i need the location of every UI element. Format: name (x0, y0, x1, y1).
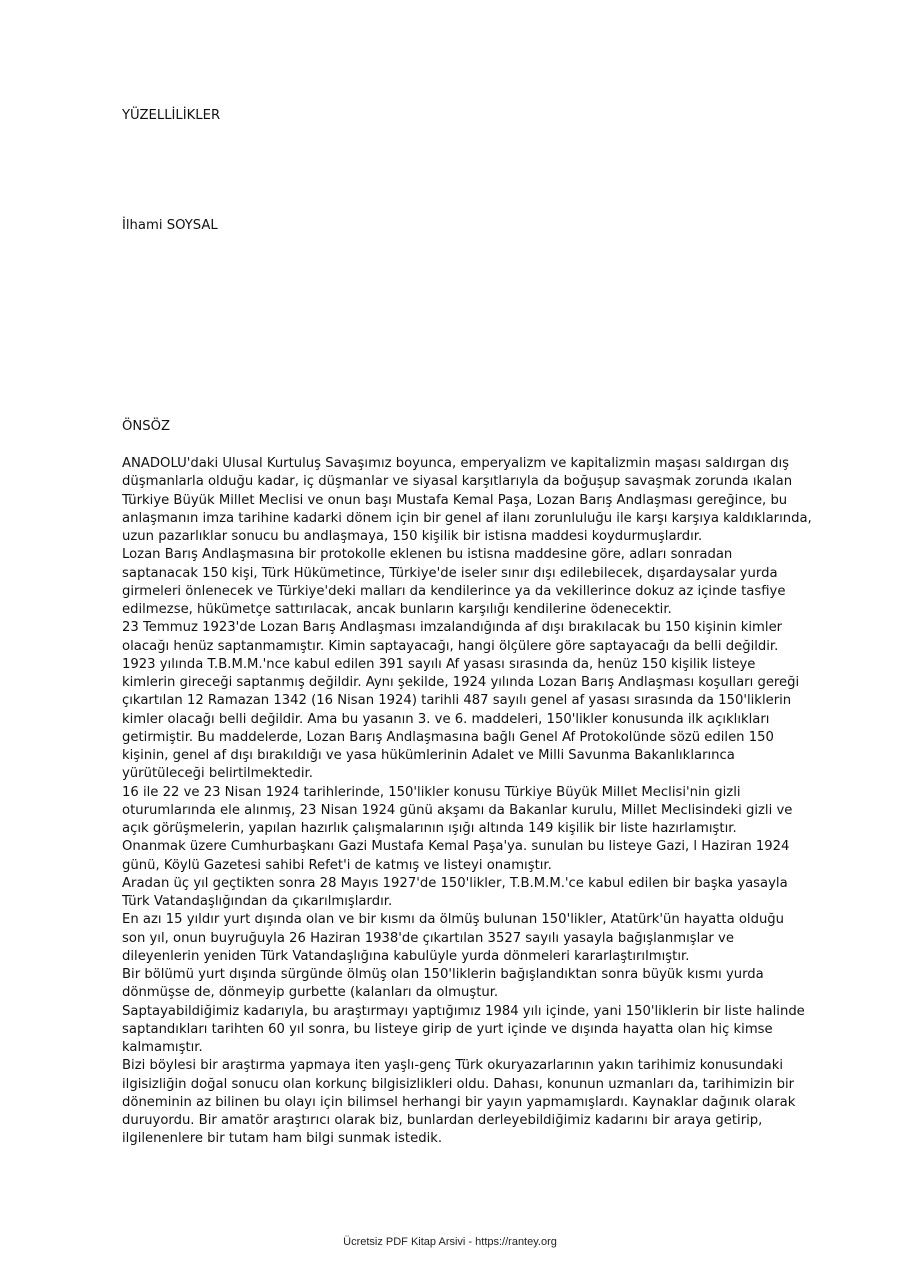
body-line: Bizi böylesi bir araştırma yapmaya iten yaşlı-genç Türk okuryazarlarının yakın tarihimiz konusundaki (122, 1058, 784, 1074)
body-line: son yıl, onun buyruğuyla 26 Haziran 1938'de çıkartılan 3527 sayılı yasayla bağışlanmışlar ve (122, 930, 734, 946)
body-line: ANADOLU'daki Ulusal Kurtuluş Savaşımız boyunca, emperyalizm ve kapitalizmin maşası saldırgan dış (122, 456, 789, 471)
body-line: saptanacak 150 kişi, Türk Hükümetince, Türkiye'de iseler sınır dışı edilebilecek, dışardaysalar yurda (122, 565, 778, 581)
body-line: düşmanlarla olduğu kadar, iç düşmanlar ve siyasal karşıtlarıyla da boğuşup savaşmak zorunda ıkalan (122, 474, 793, 490)
body-line: kimlerin gireceği saptanmış değildir. Aynı şekilde, 1924 yılında Lozan Barış Andlaşması koşulları gereği (122, 675, 800, 690)
body-line: saptandıkları tarihten 60 yıl sonra, bu listeye girip de yurt içinde ve dışında hayatta olan hiç kimse (122, 1021, 773, 1037)
page-footer: Ücretsiz PDF Kitap Arsivi - https://rantey.org (343, 1236, 557, 1248)
body-line: kimler olacağı belli değildir. Ama bu yasanın 3. ve 6. maddeleri, 150'likler konusunda ilk açıklıkları (122, 711, 770, 727)
author-name: İlhami SOYSAL (122, 218, 218, 233)
body-line: oturumlarında ele alınmış, 23 Nisan 1924 günü akşamı da Bakanlar kurulu, Millet Meclisindeki gizli ve (122, 802, 793, 818)
preface-body (122, 455, 812, 1149)
body-line: 23 Temmuz 1923'de Lozan Barış Andlaşması imzalandığında af dışı bırakılacak bu 150 kişinin kimler (122, 620, 783, 636)
body-line: En azı 15 yıldır yurt dışında olan ve bir kısmı da ölmüş bulunan 150'likler, Atatürk'ün hayatta olduğu (122, 912, 785, 928)
body-line: Onanmak üzere Cumhurbaşkanı Gazi Mustafa Kemal Paşa'ya. sunulan bu listeye Gazi, l Haziran 1924 (122, 839, 790, 855)
body-line: çıkartılan 12 Ramazan 1342 (16 Nisan 1924) tarihli 487 sayılı genel af yasası sırasında da 150'liklerin (122, 693, 792, 709)
book-title: YÜZELLİLİKLER (122, 108, 221, 123)
preface-heading: ÖNSÖZ (122, 419, 171, 434)
body-line: duruyordu. Bir amatör araştırıcı olarak biz, bunlardan derleyebildiğimiz kadarını bir araya getirip, (122, 1113, 763, 1128)
body-line: günü, Köylü Gazetesi sahibi Refet'i de katmış ve listeyi onamıştır. (122, 857, 552, 873)
body-line: Lozan Barış Andlaşmasına bir protokolle eklenen bu istisna maddesine göre, adları sonradan (122, 547, 733, 563)
body-line: Türkiye Büyük Millet Meclisi ve onun başı Mustafa Kemal Paşa, Lozan Barış Andlaşması gereğince, bu (122, 492, 788, 508)
body-line: Aradan üç yıl geçtikten sonra 28 Mayıs 1927'de 150'likler, T.B.M.M.'ce kabul edilen bir başka yasayla (122, 875, 788, 891)
body-line: dönmüşse de, dönmeyip gurbette (kalanları da olmuştur. (122, 985, 499, 1001)
body-line: yürütüleceği belirtilmektedir. (122, 766, 313, 782)
body-line: kişinin, genel af dışı bırakıldığı ve yasa hükümlerinin Adalet ve Milli Savunma Bakanlıklarınca (122, 748, 735, 763)
body-line: Türk Vatandaşlığından da çıkarılmışlardır. (122, 894, 393, 909)
body-line: döneminin az bilinen bu olayı için bilimsel herhangi bir yayın yapmamışlardı. Kaynaklar dağınık olarak (122, 1094, 796, 1110)
body-line: olacağı henüz saptanmamıştır. Kimin saptayacağı, hangi ölçülere göre saptayacağı da belli değildir. (122, 638, 779, 654)
body-line: 1923 yılında T.B.M.M.'nce kabul edilen 391 sayılı Af yasası sırasında da, henüz 150 kişilik listeye (122, 656, 756, 672)
body-line: 16 ile 22 ve 23 Nisan 1924 tarihlerinde, 150'likler konusu Türkiye Büyük Millet Meclisi'nin gizli (122, 784, 741, 800)
body-line: açık görüşmelerin, yapılan hazırlık çalışmalarının ışığı altında 149 kişilik bir liste hazırlamıştır. (122, 821, 737, 836)
body-line: girmeleri önlenecek ve Türkiye'deki malları da kendilerince ya da vekillerince dokuz az içinde tasfiye (122, 583, 786, 599)
body-line: getirmiştir. Bu maddelerde, Lozan Barış Andlaşmasına bağlı Genel Af Protokolünde sözü edilen 150 (122, 729, 774, 745)
body-line: Saptayabildiğimiz kadarıyla, bu araştırmayı yaptığımız 1984 yılı içinde, yani 150'liklerin bir liste halinde (122, 1003, 805, 1019)
body-line: kalmamıştır. (122, 1040, 203, 1055)
body-line: uzun pazarlıklar sonucu bu andlaşmaya, 150 kişilik bir istisna maddesi koydurmuşlardır. (122, 529, 703, 544)
body-line: ilgilenenlere bir tutam ham bilgi sunmak istedik. (122, 1131, 443, 1147)
body-line: edilmezse, hükümetçe sattırılacak, ancak bunların karşılığı kendilerine ödenecektir. (122, 602, 672, 617)
body-line: ilgisizliğin doğal sonucu olan korkunç bilgisizlikleri oldu. Dahası, konunun uzmanları da, tarihimizin bir (122, 1076, 795, 1092)
body-line: dileyenlerin yeniden Türk Vatandaşlığına kabulüyle yurda dönmeleri kararlaştırılmıştır. (122, 948, 690, 964)
body-line: anlaşmanın imza tarihine kadarki dönem için bir genel af ilanı zorunluluğu ile karşı karşıya kaldıklarında, (122, 510, 812, 526)
body-line: Bir bölümü yurt dışında sürgünde ölmüş olan 150'liklerin bağışlandıktan sonra büyük kısmı yurda (122, 967, 764, 982)
